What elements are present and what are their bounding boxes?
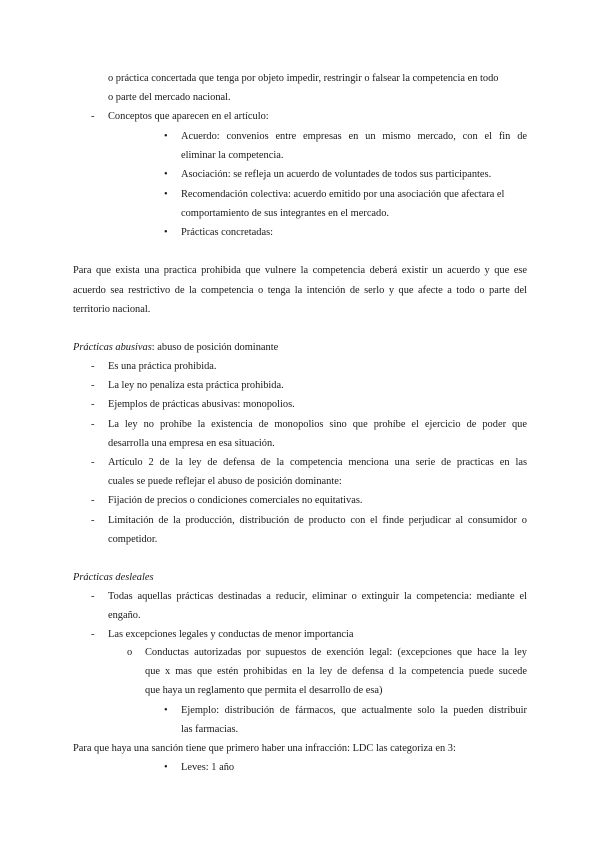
text-line: las farmacias. — [181, 724, 239, 735]
bullet-marker: • — [164, 169, 168, 180]
list-item: Ejemplo: distribución de fármacos, que actualmente solo la pueden distribuir — [181, 705, 527, 716]
paragraph-line: Para que haya una sanción tiene que primero haber una infracción: LDC las categoriza en 3: — [73, 743, 456, 754]
dash-marker: - — [91, 399, 95, 410]
text-line: que haya un reglamento que permita el desarrollo de esa) — [145, 685, 383, 696]
list-item: Ejemplos de prácticas abusivas: monopolios. — [108, 399, 295, 410]
dash-marker: - — [91, 419, 95, 430]
paragraph-line: acuerdo sea restrictivo de la competencia o tenga la intención de serlo y que afecte a todo o parte del — [73, 285, 527, 296]
list-item: Prácticas concretadas: — [181, 227, 274, 238]
list-item: La ley no penaliza esta práctica prohibida. — [108, 380, 284, 391]
dash-marker: - — [91, 380, 95, 391]
bullet-marker: • — [164, 762, 168, 773]
text-line: competidor. — [108, 534, 158, 545]
section-title — [73, 341, 278, 355]
text-line: desarrolla una empresa en esa situación. — [108, 438, 275, 449]
section-title-italic: Prácticas abusivas — [73, 342, 152, 353]
list-item: Leves: 1 año — [181, 762, 235, 773]
dash-marker: - — [91, 629, 95, 640]
bullet-marker: • — [164, 227, 168, 238]
list-item: La ley no prohíbe la existencia de monopolios sino que prohíbe el ejercicio de poder que — [108, 419, 527, 430]
text-line: eliminar la competencia. — [181, 150, 284, 161]
list-item: Artículo 2 de la ley de defensa de la competencia menciona una serie de practicas en las — [108, 457, 527, 468]
circle-marker: o — [127, 647, 133, 658]
text-line: o parte del mercado nacional. — [108, 92, 231, 103]
text-line: que x mas que estén prohibidas en la ley de defensa d la competencia puede sucede — [145, 666, 527, 677]
bullet-marker: • — [164, 189, 168, 200]
dash-marker: - — [91, 591, 95, 602]
bullet-marker: • — [164, 705, 168, 716]
dash-marker: - — [91, 361, 95, 372]
bullet-marker: • — [164, 131, 168, 142]
sub-list-item: Conductas autorizadas por supuestos de exención legal: (excepciones que hace la ley — [145, 647, 527, 658]
paragraph-line: territorio nacional. — [73, 304, 151, 315]
list-item: Asociación: se refleja un acuerdo de voluntades de todos sus participantes. — [181, 169, 492, 180]
list-item: Recomendación colectiva: acuerdo emitido por una asociación que afectara el — [181, 189, 505, 200]
list-item: Las excepciones legales y conductas de menor importancia — [108, 629, 354, 640]
list-item: Limitación de la producción, distribución de producto con el finde perjudicar al consumidor o — [108, 515, 527, 526]
dash-marker: - — [91, 457, 95, 468]
text-line: cuales se puede reflejar el abuso de posición dominante: — [108, 476, 342, 487]
dash-marker: - — [91, 495, 95, 506]
text-line: engaño. — [108, 610, 141, 621]
dash-marker: - — [91, 515, 95, 526]
list-item: Es una práctica prohibida. — [108, 361, 217, 372]
text-line: o práctica concertada que tenga por objeto impedir, restringir o falsear la competencia en todo — [108, 73, 499, 84]
paragraph-line: Para que exista una practica prohibida que vulnere la competencia deberá existir un acuerdo y que ese — [73, 265, 527, 276]
list-item: Acuerdo: convenios entre empresas en un mismo mercado, con el fin de — [181, 131, 527, 142]
text-line: comportamiento de sus integrantes en el mercado. — [181, 208, 390, 219]
section-title-rest: : abuso de posición dominante — [151, 342, 279, 353]
list-item: Todas aquellas prácticas destinadas a reducir, eliminar o extinguir la competencia: mediante el — [108, 591, 527, 602]
section-title: Prácticas desleales — [73, 572, 154, 583]
list-item: Fijación de precios o condiciones comerciales no equitativas. — [108, 495, 363, 506]
dash-marker: - — [91, 111, 95, 122]
list-item: Conceptos que aparecen en el artículo: — [108, 111, 269, 122]
